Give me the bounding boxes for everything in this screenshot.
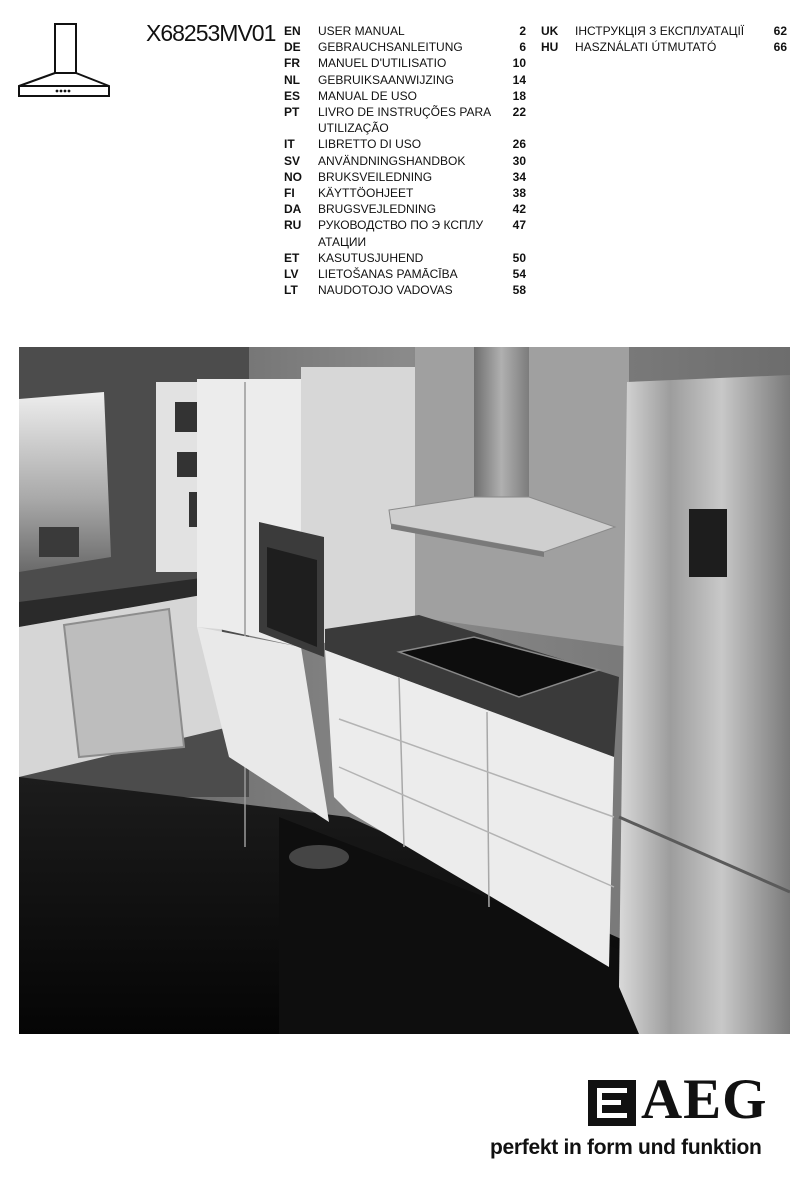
page-number: 34 (512, 169, 526, 184)
brand-tagline: perfekt in form und funktion (490, 1136, 762, 1159)
toc-entry (284, 72, 526, 88)
language-code: LV (284, 267, 299, 282)
kitchen-photo (19, 347, 790, 1034)
brand-logo-text: AEG (641, 1068, 768, 1131)
toc-entry (284, 55, 526, 71)
toc-entry (541, 39, 787, 55)
language-code: SV (284, 153, 301, 168)
manual-title: KASUTUSJUHEND (318, 250, 424, 265)
toc-entry (284, 282, 526, 298)
page-number: 14 (512, 72, 526, 87)
page-number: 10 (512, 56, 526, 71)
page-number: 58 (512, 283, 526, 298)
page-number: 38 (512, 186, 526, 201)
language-code: ES (284, 88, 301, 103)
toc-entry (284, 88, 526, 104)
page-number: 54 (512, 267, 526, 282)
toc-entry (284, 217, 526, 249)
toc-entry (284, 39, 526, 55)
manual-title: BRUGSVEJLEDNING (318, 202, 437, 217)
toc-entry (284, 136, 526, 152)
language-code: DA (284, 202, 302, 217)
manual-title: LIVRO DE INSTRUÇÕES PARA UTILIZAÇÃO (318, 105, 491, 136)
manual-title: GEBRUIKSAANWIJZING (318, 72, 455, 87)
cooker-hood-icon (14, 22, 114, 102)
manual-title: LIBRETTO DI USO (318, 137, 422, 152)
page-number: 22 (512, 105, 526, 120)
manual-title: MANUAL DE USO (318, 88, 417, 103)
manual-title: KÄYTTÖOHJEET (318, 186, 414, 201)
manual-title: ІНСТРУКЦІЯ З ЕКСПЛУАТАЦІЇ (575, 24, 745, 38)
language-code: IT (284, 137, 295, 152)
page-number: 26 (512, 137, 526, 152)
toc-entry (284, 23, 526, 39)
manual-title: LIETOŠANAS PAMĀCĪBA (318, 267, 458, 282)
manual-title: USER MANUAL (318, 24, 405, 38)
language-code: PT (284, 105, 300, 120)
page-number: 66 (773, 40, 787, 55)
toc-entry (284, 266, 526, 282)
model-number: X68253MV01 (146, 20, 276, 46)
language-code: HU (541, 40, 559, 55)
language-code: UK (541, 24, 559, 38)
page-number: 18 (512, 88, 526, 103)
page-number: 47 (512, 218, 526, 233)
manual-title: NAUDOTOJO VADOVAS (318, 283, 453, 298)
toc-entry (284, 153, 526, 169)
page-number: 2 (519, 24, 526, 38)
language-code: FR (284, 56, 300, 71)
toc-entry (284, 104, 526, 136)
language-code: NL (284, 72, 300, 87)
language-code: ET (284, 250, 300, 265)
language-code: NO (284, 169, 302, 184)
language-code: LT (284, 283, 298, 298)
page-number: 62 (773, 24, 787, 38)
toc-entry (284, 185, 526, 201)
table-of-contents-right (541, 23, 787, 55)
language-code: FI (284, 186, 295, 201)
toc-entry (541, 23, 787, 39)
toc-entry (284, 250, 526, 266)
toc-entry (284, 201, 526, 217)
language-code: RU (284, 218, 302, 233)
manual-title: MANUEL D'UTILISATIO (318, 56, 447, 71)
table-of-contents-left (284, 23, 526, 298)
manual-title: ANVÄNDNINGSHANDBOK (318, 153, 466, 168)
toc-entry (284, 169, 526, 185)
manual-title: HASZNÁLATI ÚTMUTATÓ (575, 40, 717, 55)
page-number: 50 (512, 250, 526, 265)
manual-title: GEBRAUCHSANLEITUNG (318, 40, 463, 55)
page-number: 30 (512, 153, 526, 168)
language-code: DE (284, 40, 301, 55)
manual-title: BRUKSVEILEDNING (318, 169, 433, 184)
language-code: EN (284, 24, 301, 38)
page-number: 42 (512, 202, 526, 217)
manual-title: РУКОВОДСТВО ПО Э КСПЛУ АТАЦИИ (318, 218, 484, 249)
page-number: 6 (519, 40, 526, 55)
